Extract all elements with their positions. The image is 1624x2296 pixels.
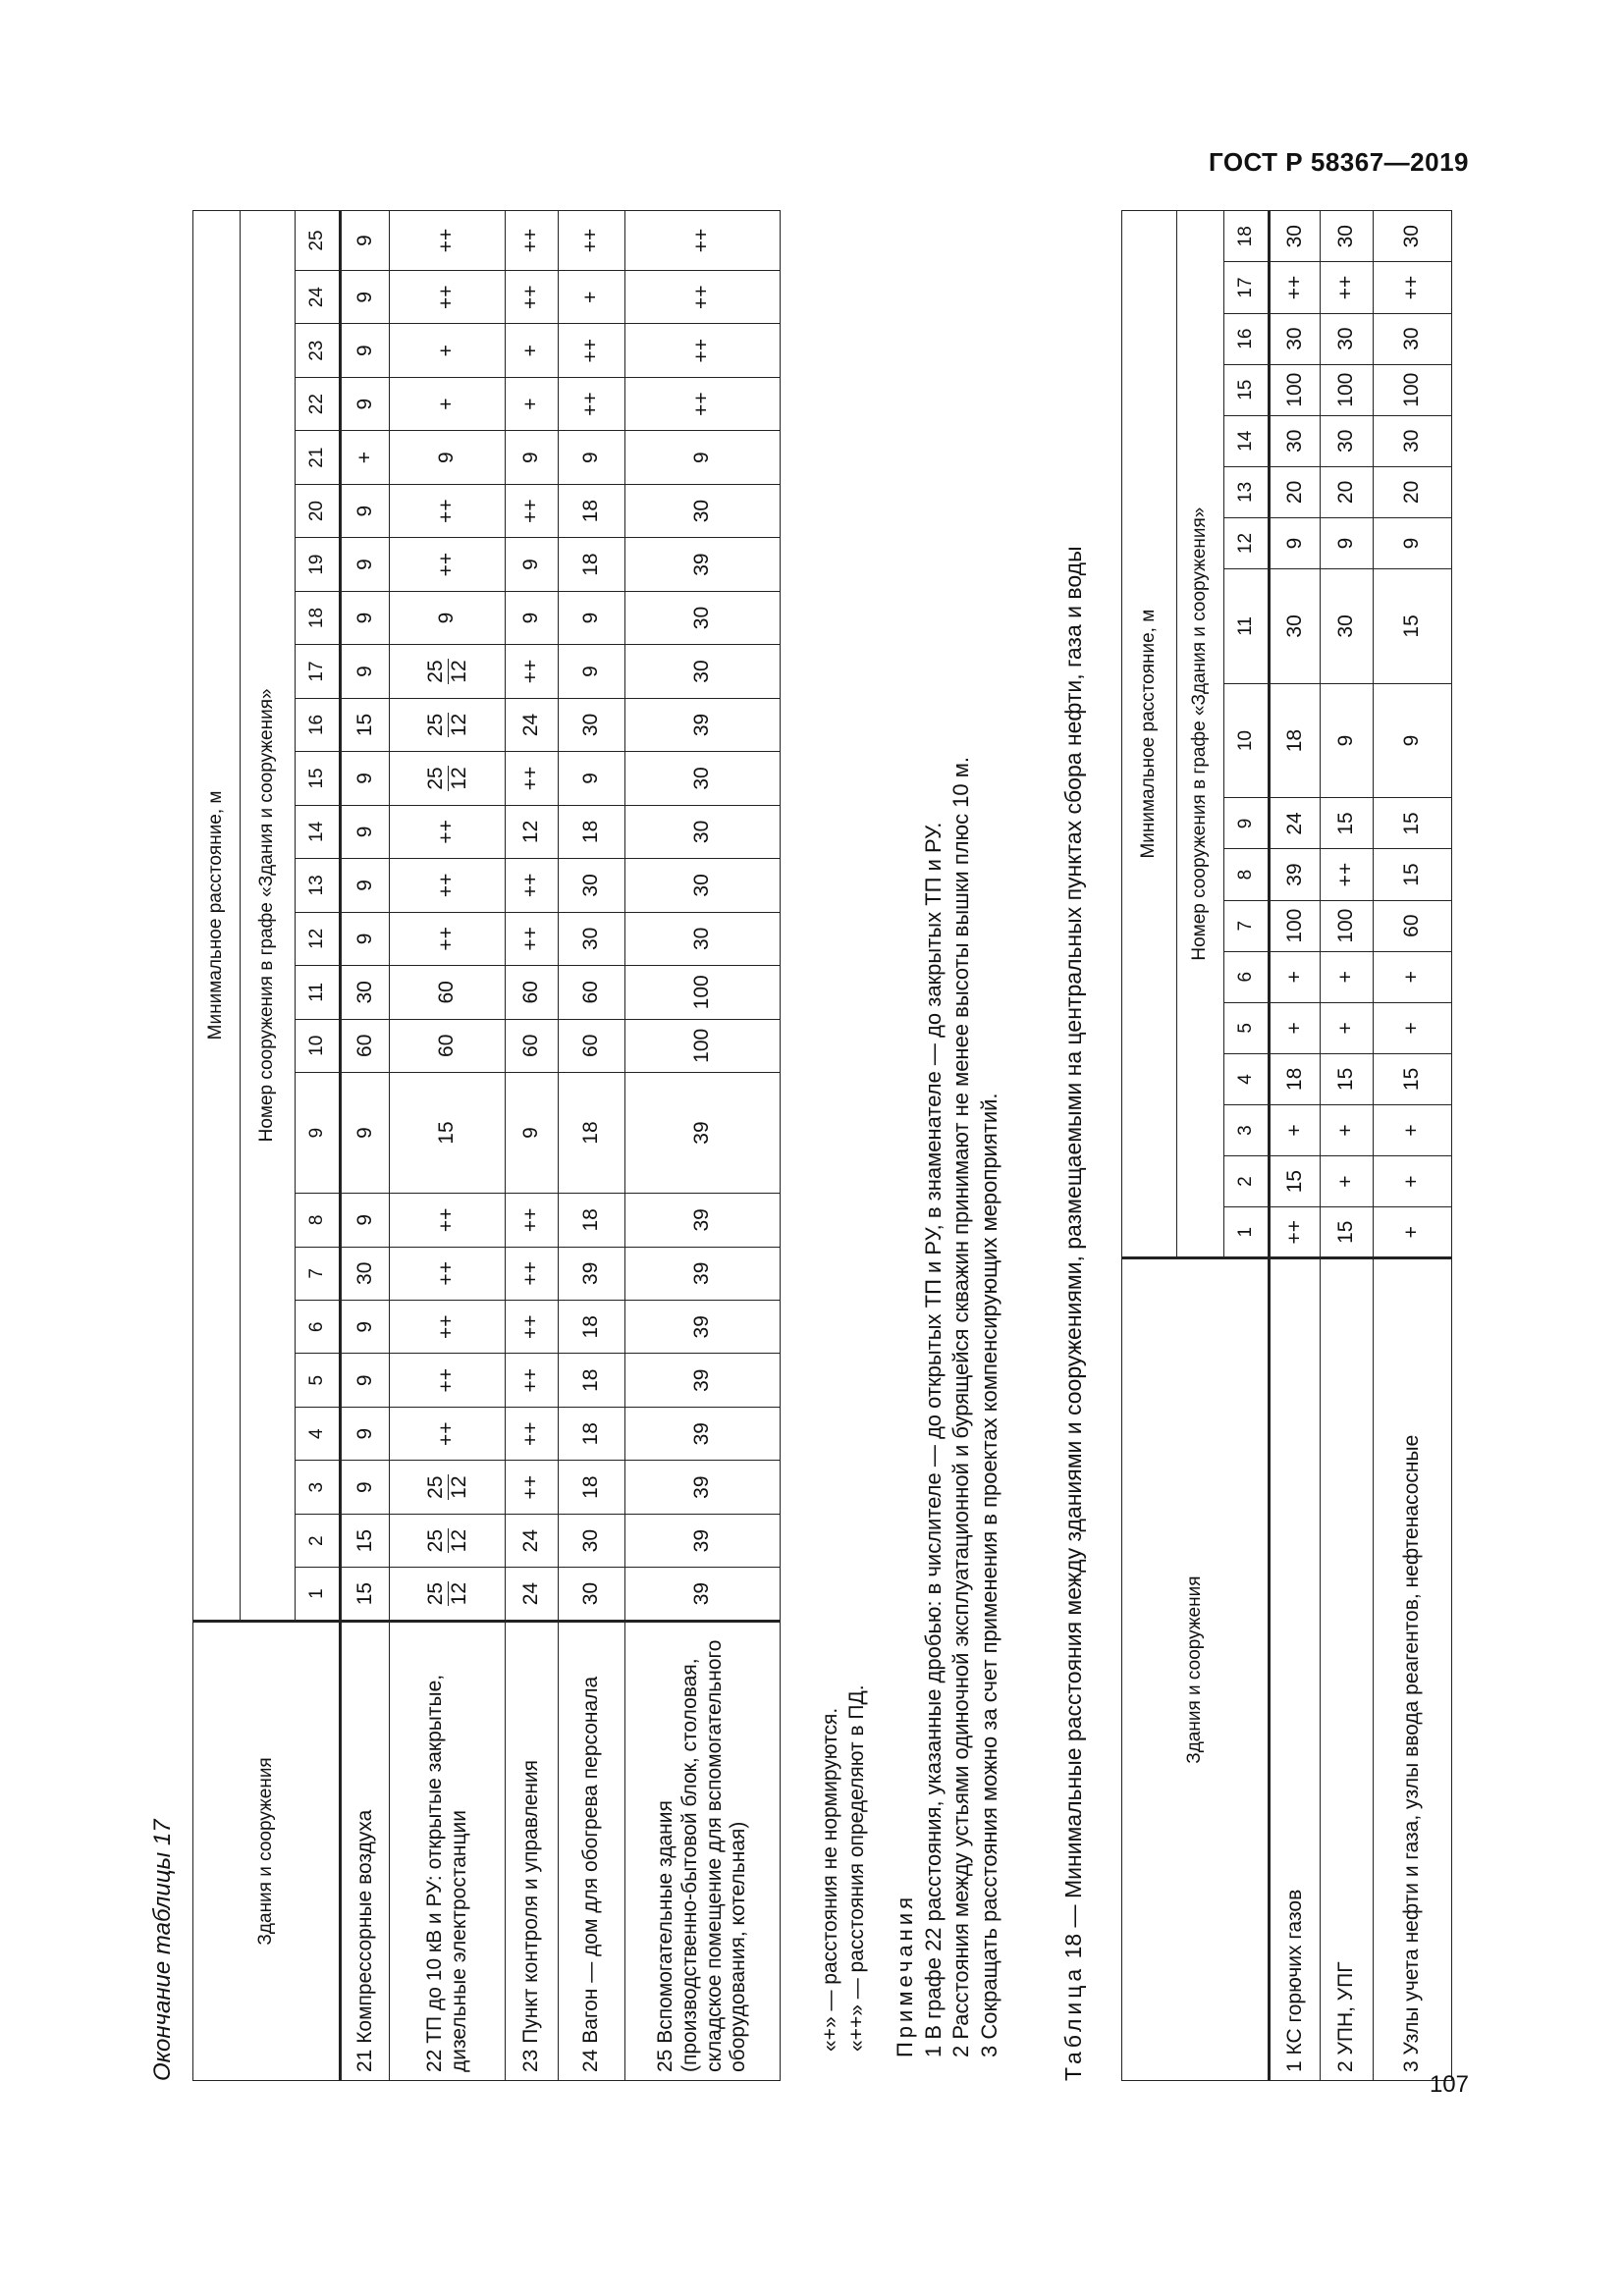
table-cell: ++ [1270, 262, 1321, 313]
table-cell [390, 1568, 506, 1621]
table-row [1374, 211, 1452, 2081]
table-cell: ++ [506, 1247, 559, 1300]
column-number: 5 [1224, 1002, 1270, 1053]
fraction-numerator: 25 [424, 713, 448, 737]
table-cell: 15 [1374, 1053, 1452, 1104]
fraction [425, 1528, 469, 1553]
table-cell: + [1374, 1156, 1452, 1207]
fraction [425, 713, 469, 737]
column-number: 21 [296, 431, 341, 484]
table18-caption-label: Таблица [1060, 1964, 1086, 2081]
table-cell: ++ [506, 645, 559, 698]
table-cell: ++ [506, 1461, 559, 1514]
row-name: 23 Пункт контроля и управления [506, 1621, 559, 2080]
column-number: 20 [296, 484, 341, 537]
table-cell: ++ [1374, 262, 1452, 313]
row-name: 3 Узлы учета нефти и газа, узлы ввода реагентов, нефтенасосные [1374, 1258, 1452, 2081]
table18 [1121, 210, 1452, 2081]
column-number: 10 [296, 1019, 341, 1072]
table-cell [390, 645, 506, 698]
table-cell: ++ [390, 484, 506, 537]
table-cell: 15 [341, 1514, 390, 1567]
table-cell: 100 [625, 966, 781, 1019]
table-cell: 39 [625, 1514, 781, 1567]
column-header-buildings: Здания и сооружения [1122, 1258, 1270, 2081]
table-cell: + [506, 377, 559, 430]
table-cell: 60 [1374, 900, 1452, 951]
table-cell: ++ [559, 324, 625, 377]
table-cell: 9 [390, 591, 506, 644]
table-cell: 60 [559, 966, 625, 1019]
table-cell: 9 [559, 645, 625, 698]
table-cell: 9 [341, 484, 390, 537]
table-cell: 39 [625, 698, 781, 751]
table17 [192, 210, 781, 2081]
table-cell: + [390, 324, 506, 377]
column-header-buildings: Здания и сооружения [193, 1621, 341, 2080]
table-cell: 9 [341, 211, 390, 271]
table-cell: 30 [559, 859, 625, 912]
table-cell: 15 [1270, 1156, 1321, 1207]
table-cell: ++ [506, 1194, 559, 1247]
column-number: 14 [1224, 415, 1270, 466]
fraction-denominator: 12 [447, 1581, 470, 1606]
table-cell: ++ [390, 1407, 506, 1460]
table-cell: 18 [559, 1301, 625, 1354]
table-cell: 100 [1321, 364, 1374, 415]
column-number: 18 [1224, 211, 1270, 262]
table-cell: 60 [390, 966, 506, 1019]
column-number: 23 [296, 324, 341, 377]
table-cell: 9 [559, 591, 625, 644]
column-number: 15 [296, 752, 341, 805]
table-cell: 100 [1270, 900, 1321, 951]
table-cell: ++ [506, 1407, 559, 1460]
table-cell: 18 [559, 805, 625, 858]
table-cell: 9 [559, 431, 625, 484]
table-cell: 15 [341, 698, 390, 751]
table-cell: 30 [1321, 211, 1374, 262]
column-number: 25 [296, 211, 341, 271]
table-cell: ++ [506, 270, 559, 323]
table-cell: 18 [559, 1073, 625, 1194]
table17-caption: Окончание таблицы 17 [149, 1819, 176, 2081]
column-number: 15 [1224, 364, 1270, 415]
table-cell: ++ [390, 859, 506, 912]
fraction [425, 659, 469, 683]
header-row [1122, 211, 1177, 2081]
column-number: 9 [296, 1073, 341, 1194]
table-cell: 30 [559, 698, 625, 751]
row-name: 24 Вагон — дом для обогрева персонала [559, 1621, 625, 2080]
table-cell: + [1374, 1104, 1452, 1155]
table-cell: + [1321, 1156, 1374, 1207]
table-cell: 9 [390, 431, 506, 484]
table-cell: 9 [341, 538, 390, 591]
table-cell: 15 [341, 1568, 390, 1621]
note-1: 1 В графе 22 расстояния, указанные дробью: в числителе — до открытых ТП и РУ, в знаменателе — до закрытых ТП и РУ. [920, 822, 946, 2057]
column-number: 9 [1224, 798, 1270, 849]
table-cell: 9 [1374, 683, 1452, 798]
table-cell: 39 [625, 1073, 781, 1194]
table-cell: 39 [625, 1194, 781, 1247]
column-number: 7 [1224, 900, 1270, 951]
table-cell: ++ [390, 270, 506, 323]
column-number: 14 [296, 805, 341, 858]
column-number: 24 [296, 270, 341, 323]
column-number: 6 [1224, 951, 1270, 1002]
table-cell: 18 [559, 484, 625, 537]
table-cell: ++ [1321, 262, 1374, 313]
table-cell: ++ [390, 1247, 506, 1300]
table-cell: 9 [1374, 517, 1452, 568]
table-cell: ++ [390, 805, 506, 858]
table-cell: 60 [559, 1019, 625, 1072]
table-cell: 30 [1270, 415, 1321, 466]
table-cell: ++ [506, 1354, 559, 1407]
group-header-min-distance: Минимальное расстояние, м [1122, 211, 1177, 1258]
table-cell [390, 1514, 506, 1567]
note-3: 3 Сокращать расстояния можно за счет применения в проектах компенсирующих мероприятий. [976, 1093, 1001, 2057]
table-cell: ++ [625, 270, 781, 323]
column-number: 10 [1224, 683, 1270, 798]
legend-plusplus: «++» — расстояния определяют в ПД. [845, 1684, 869, 2052]
table-cell: 30 [559, 1514, 625, 1567]
table-cell: 18 [559, 538, 625, 591]
column-number: 1 [1224, 1207, 1270, 1258]
table-cell: 24 [506, 698, 559, 751]
table-cell: 30 [1374, 415, 1452, 466]
table-cell: ++ [506, 211, 559, 271]
table-cell: 15 [1321, 1053, 1374, 1104]
fraction [425, 1475, 469, 1500]
fraction-numerator: 25 [424, 1528, 448, 1553]
row-name: 25 Вспомогательные здания (производственно-бытовой блок, столовая, складское помещение для вспомогательного оборудования, котельная) [625, 1621, 781, 2080]
table-cell: 9 [341, 1354, 390, 1407]
row-name: 22 ТП до 10 кВ и РУ: открытые закрытые, дизельные электростанции [390, 1621, 506, 2080]
table-cell: 39 [625, 1461, 781, 1514]
table-cell: + [341, 431, 390, 484]
table-cell: 18 [559, 1461, 625, 1514]
column-number: 5 [296, 1354, 341, 1407]
table-cell: ++ [1270, 1207, 1321, 1258]
table-row [1270, 211, 1321, 2081]
fraction [425, 1581, 469, 1606]
table-cell [390, 1461, 506, 1514]
table-cell: 30 [1321, 415, 1374, 466]
table-cell: 9 [506, 538, 559, 591]
column-number: 3 [1224, 1104, 1270, 1155]
table-cell: 39 [625, 1407, 781, 1460]
table-cell: 15 [1374, 569, 1452, 684]
table-cell: 9 [625, 431, 781, 484]
table-cell: + [1270, 1002, 1321, 1053]
table-cell: 30 [1374, 211, 1452, 262]
row-name: 2 УПН, УПГ [1321, 1258, 1374, 2081]
table-row [341, 211, 390, 2081]
table-cell: + [390, 377, 506, 430]
table17-notes [892, 757, 1003, 2057]
table-cell: ++ [625, 211, 781, 271]
table-cell: + [1374, 1207, 1452, 1258]
table-cell: 9 [1321, 683, 1374, 798]
fraction-denominator: 12 [447, 1528, 470, 1553]
table-cell: 9 [341, 1301, 390, 1354]
table18-caption [1060, 546, 1087, 2081]
table-cell: 30 [625, 752, 781, 805]
table-row [506, 211, 559, 2081]
column-number: 3 [296, 1461, 341, 1514]
table-cell: 9 [341, 1407, 390, 1460]
fraction-denominator: 12 [447, 660, 470, 683]
table-cell: 30 [1270, 313, 1321, 364]
table-cell: 15 [1321, 1207, 1374, 1258]
table-cell: 9 [341, 1194, 390, 1247]
table-cell [390, 698, 506, 751]
table-cell: 100 [1374, 364, 1452, 415]
table-cell: + [559, 270, 625, 323]
column-number: 2 [1224, 1156, 1270, 1207]
column-number: 16 [296, 698, 341, 751]
column-number: 13 [296, 859, 341, 912]
table-cell: 15 [1374, 798, 1452, 849]
table-cell: ++ [506, 859, 559, 912]
column-number: 8 [296, 1194, 341, 1247]
table-cell: 9 [1321, 517, 1374, 568]
table-cell: + [1270, 951, 1321, 1002]
table-cell: + [1321, 1002, 1374, 1053]
column-number: 16 [1224, 313, 1270, 364]
table-cell: 39 [625, 1568, 781, 1621]
table-cell: ++ [559, 211, 625, 271]
table-cell: 39 [1270, 849, 1321, 900]
column-number: 1 [296, 1568, 341, 1621]
row-name: 1 КС горючих газов [1270, 1258, 1321, 2081]
fraction-numerator: 25 [424, 1475, 448, 1499]
table-cell: 30 [625, 645, 781, 698]
header-row [193, 211, 241, 2081]
table-cell: 9 [341, 1461, 390, 1514]
table-cell: 60 [390, 1019, 506, 1072]
subgroup-header-structure-number: Номер сооружения в графе «Здания и сооружения» [241, 211, 296, 1622]
table-cell: ++ [506, 1301, 559, 1354]
legend-plus: «+» — расстояния не нормируются. [819, 1707, 841, 2052]
table-cell: 9 [341, 591, 390, 644]
fraction [425, 766, 469, 790]
table-cell: 18 [559, 1194, 625, 1247]
table-row [390, 211, 506, 2081]
table-row [625, 211, 781, 2081]
table-cell: ++ [390, 1354, 506, 1407]
fraction-numerator: 25 [424, 660, 448, 683]
table-row [1321, 211, 1374, 2081]
table-cell: 24 [1270, 798, 1321, 849]
table-cell: 30 [1270, 569, 1321, 684]
column-number: 7 [296, 1247, 341, 1300]
table-cell: 30 [625, 912, 781, 965]
table-cell: + [1321, 951, 1374, 1002]
table-cell: 9 [506, 431, 559, 484]
table-cell: + [1321, 1104, 1374, 1155]
table-cell: 9 [341, 912, 390, 965]
table18-caption-text: 18 — Минимальные расстояния между зданиями и сооружениями, размещаемыми на центральных пунктах сбора нефти, газа и воды [1060, 546, 1086, 1959]
table-cell: 30 [1270, 211, 1321, 262]
column-number: 4 [296, 1407, 341, 1460]
table-cell: 9 [341, 377, 390, 430]
page-number: 107 [1429, 2071, 1469, 2098]
table-cell: 15 [1374, 849, 1452, 900]
column-number: 12 [296, 912, 341, 965]
row-name: 21 Компрессорные воздуха [341, 1621, 390, 2080]
table-cell: 39 [625, 1354, 781, 1407]
column-number: 17 [1224, 262, 1270, 313]
column-number: 22 [296, 377, 341, 430]
table-cell: 30 [341, 966, 390, 1019]
table17-legend [817, 1684, 871, 2052]
table-cell: ++ [506, 912, 559, 965]
document-code: ГОСТ Р 58367—2019 [1208, 147, 1469, 177]
column-number: 11 [1224, 569, 1270, 684]
table-cell: 39 [625, 1247, 781, 1300]
table-cell: ++ [390, 912, 506, 965]
table-cell: 39 [625, 538, 781, 591]
table-cell: 30 [559, 912, 625, 965]
table-cell: + [1374, 1002, 1452, 1053]
table-cell: ++ [559, 377, 625, 430]
table-cell: 39 [559, 1247, 625, 1300]
fraction-numerator: 25 [424, 767, 448, 790]
table-cell: 30 [341, 1247, 390, 1300]
table-cell: 24 [506, 1568, 559, 1621]
fraction-denominator: 12 [447, 713, 470, 737]
table-cell: 9 [506, 591, 559, 644]
table-cell: ++ [625, 377, 781, 430]
table-cell: 60 [506, 966, 559, 1019]
table-cell: 100 [1270, 364, 1321, 415]
table-cell: 15 [390, 1073, 506, 1194]
fraction-numerator: 25 [424, 1581, 448, 1606]
table-cell: 9 [559, 752, 625, 805]
column-number: 4 [1224, 1053, 1270, 1104]
column-number: 18 [296, 591, 341, 644]
fraction-denominator: 12 [447, 767, 470, 790]
table-cell [390, 752, 506, 805]
table-cell: 9 [1270, 517, 1321, 568]
table-cell: 60 [506, 1019, 559, 1072]
table-cell: 30 [1321, 313, 1374, 364]
table-cell: ++ [506, 752, 559, 805]
table-cell: 30 [559, 1568, 625, 1621]
table-cell: 18 [1270, 1053, 1321, 1104]
column-number: 8 [1224, 849, 1270, 900]
table-cell: 9 [341, 324, 390, 377]
column-number: 13 [1224, 466, 1270, 517]
table-cell: + [1374, 951, 1452, 1002]
table-cell: 30 [625, 591, 781, 644]
table-cell: 20 [1321, 466, 1374, 517]
table-cell: 20 [1270, 466, 1321, 517]
table-cell: 15 [1321, 798, 1374, 849]
table-cell: 30 [1374, 313, 1452, 364]
table-cell: 9 [341, 805, 390, 858]
column-number: 6 [296, 1301, 341, 1354]
table-cell: 9 [341, 1073, 390, 1194]
group-header-min-distance: Минимальное расстояние, м [193, 211, 241, 1622]
column-number: 12 [1224, 517, 1270, 568]
table-cell: 18 [559, 1407, 625, 1460]
table-cell: 24 [506, 1514, 559, 1567]
column-number: 19 [296, 538, 341, 591]
table-row [559, 211, 625, 2081]
table-cell: ++ [625, 324, 781, 377]
table-cell: 100 [1321, 900, 1374, 951]
table-cell: 9 [341, 859, 390, 912]
table-cell: 30 [625, 859, 781, 912]
table-cell: 100 [625, 1019, 781, 1072]
table-cell: 12 [506, 805, 559, 858]
table-cell: 60 [341, 1019, 390, 1072]
table-cell: ++ [506, 484, 559, 537]
table-cell: 30 [625, 805, 781, 858]
table-cell: 9 [341, 645, 390, 698]
table-cell: ++ [390, 211, 506, 271]
table-cell: 20 [1374, 466, 1452, 517]
table-cell: ++ [1321, 849, 1374, 900]
column-number: 2 [296, 1514, 341, 1567]
table-cell: 18 [559, 1354, 625, 1407]
table-cell: 9 [506, 1073, 559, 1194]
table-cell: 9 [341, 270, 390, 323]
table-cell: + [1270, 1104, 1321, 1155]
rotated-content [137, 187, 1512, 2081]
table-cell: 30 [625, 484, 781, 537]
subgroup-header-structure-number: Номер сооружения в графе «Здания и сооружения» [1177, 211, 1224, 1258]
table-cell: 9 [341, 752, 390, 805]
column-number: 17 [296, 645, 341, 698]
table-cell: ++ [390, 1301, 506, 1354]
table-cell: 30 [1321, 569, 1374, 684]
fraction-denominator: 12 [447, 1475, 470, 1499]
table-cell: 39 [625, 1301, 781, 1354]
column-number: 11 [296, 966, 341, 1019]
table-cell: + [506, 324, 559, 377]
table-cell: ++ [390, 538, 506, 591]
note-2: 2 Расстояния между устьями одиночной эксплуатационной и бурящейся скважин принимают не менее высоты вышки плюс 10 м. [948, 756, 974, 2057]
notes-title: Примечания [893, 1893, 917, 2057]
table-cell: ++ [390, 1194, 506, 1247]
table-cell: 18 [1270, 683, 1321, 798]
